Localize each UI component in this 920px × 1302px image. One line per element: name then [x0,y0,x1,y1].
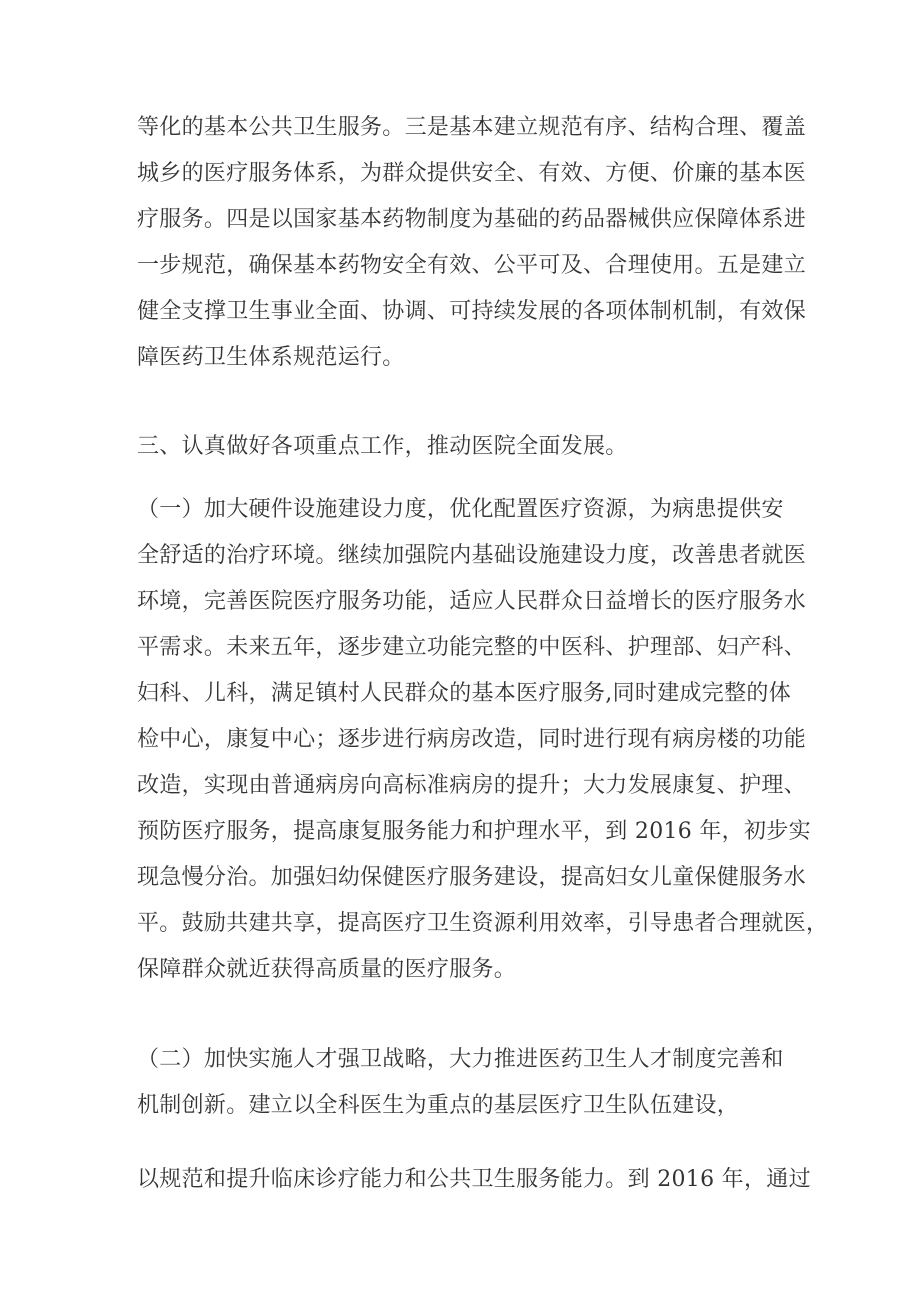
text-line: 以规范和提升临床诊疗能力和公共卫生服务能力。到 2016 年，通过 [137,1167,811,1192]
text-line: 预防医疗服务，提高康复服务能力和护理水平，到 2016 年，初步实 [137,819,811,844]
text-line: 检中心，康复中心；逐步进行病房改造，同时进行现有病房楼的功能 [137,727,807,752]
text-line: 全舒适的治疗环境。继续加强院内基础设施建设力度，改善患者就医 [137,543,807,568]
text-line: 机制创新。建立以全科医生为重点的基层医疗卫生队伍建设， [137,1093,740,1118]
text-line: 平需求。未来五年，逐步建立功能完整的中医科、护理部、妇产科、 [137,635,807,660]
text-line: 妇科、儿科，满足镇村人民群众的基本医疗服务,同时建成完整的体 [137,681,791,706]
text-line: 疗服务。四是以国家基本药物制度为基础的药品器械供应保障体系进 [137,207,807,232]
text-line: 环境，完善医院医疗服务功能，适应人民群众日益增长的医疗服务水 [137,589,807,614]
text-line: 保障群众就近获得高质量的医疗服务。 [137,957,517,982]
text-line: 现急慢分治。加强妇幼保健医疗服务建设，提高妇女儿童保健服务水 [137,865,807,890]
section-heading: 三、认真做好各项重点工作，推动医院全面发展。 [137,434,628,459]
text-line: 健全支撑卫生事业全面、协调、可持续发展的各项体制机制，有效保 [137,299,807,324]
text-line: 一步规范，确保基本药物安全有效、公平可及、合理使用。五是建立 [137,253,807,278]
text-line: （二）加快实施人才强卫战略，大力推进医药卫生人才制度完善和 [137,1047,784,1072]
text-line: 改造，实现由普通病房向高标准病房的提升；大力发展康复、护理、 [137,773,807,798]
text-line: 城乡的医疗服务体系，为群众提供安全、有效、方便、价廉的基本医 [137,161,807,186]
text-line: 障医药卫生体系规范运行。 [137,345,405,370]
text-line: 平。鼓励共建共享，提高医疗卫生资源利用效率，引导患者合理就医， [137,911,829,936]
text-line: （一）加大硬件设施建设力度，优化配置医疗资源，为病患提供安 [137,497,784,522]
text-line: 等化的基本公共卫生服务。三是基本建立规范有序、结构合理、覆盖 [137,115,807,140]
